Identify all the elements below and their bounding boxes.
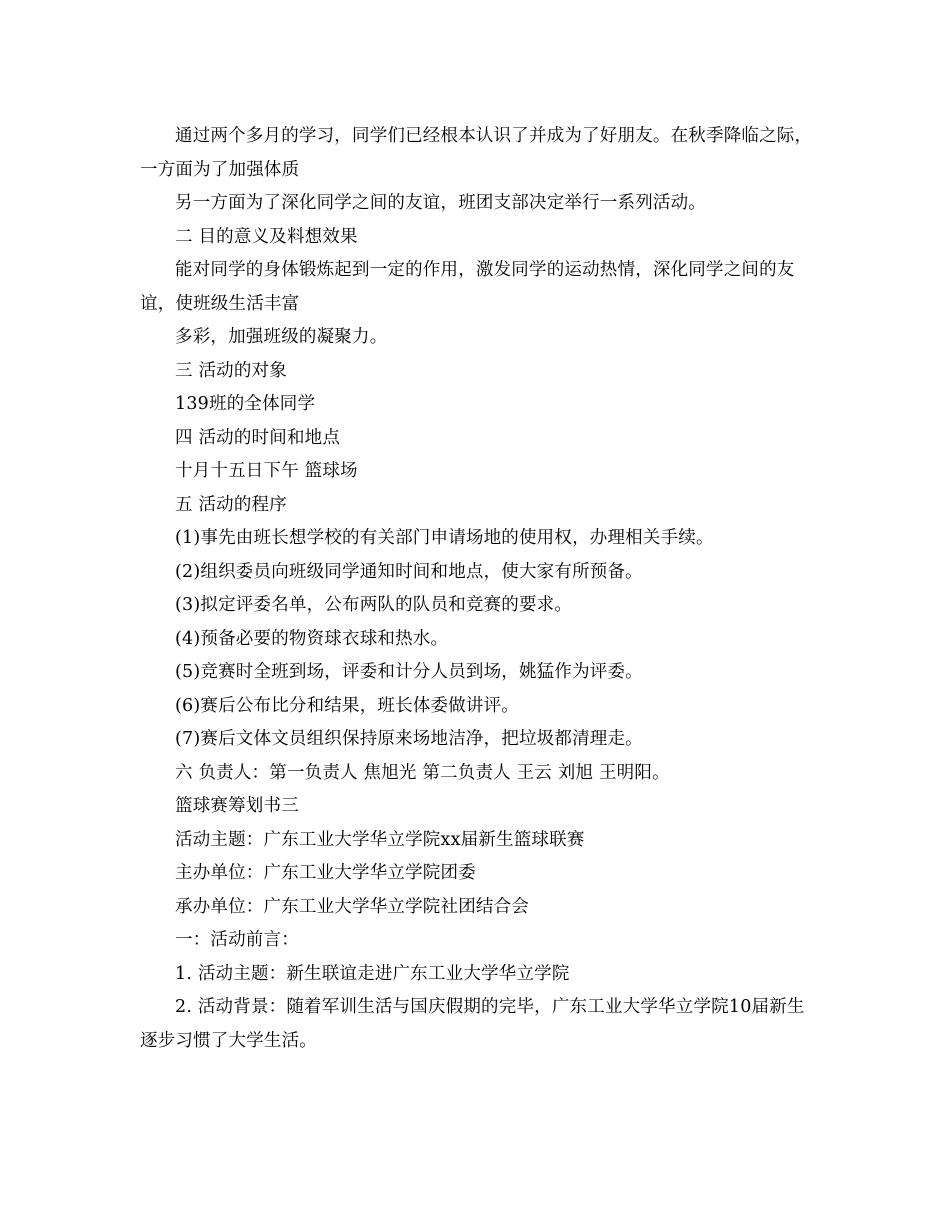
section-heading-target: 三 活动的对象 [175, 360, 287, 381]
co-organizer: 承办单位：广东工业大学华立学院社团结合会 [175, 896, 529, 917]
procedure-step-7: (7)赛后文体文员组织保持原来场地洁净，把垃圾都清理走。 [175, 729, 643, 749]
plan-title-three: 篮球赛筹划书三 [175, 796, 299, 816]
paragraph-purpose-1: 能对同学的身体锻炼起到一定的作用，激发同学的运动热情，深化同学之间的友谊，使班级生活丰富 [140, 260, 795, 314]
preface-item-1: 1. 活动主题：新生联谊走进广东工业大学华立学院 [175, 963, 570, 984]
procedure-step-3: (3)拟定评委名单，公布两队的队员和竞赛的要求。 [175, 595, 573, 615]
paragraph-intro-1: 通过两个多月的学习，同学们已经根本认识了并成为了好朋友。在秋季降临之际，一方面为了加强体质 [140, 126, 813, 180]
organizer: 主办单位：广东工业大学华立学院团委 [175, 863, 476, 883]
paragraph-intro-2: 另一方面为了深化同学之间的友谊，班团支部决定举行一系列活动。 [175, 193, 706, 213]
section-heading-preface: 一：活动前言： [175, 930, 299, 950]
section-heading-procedure: 五 活动的程序 [175, 494, 287, 515]
section-heading-purpose: 二 目的意义及料想效果 [175, 226, 358, 247]
procedure-step-4: (4)预备必要的物资球衣球和热水。 [175, 628, 449, 649]
procedure-step-2: (2)组织委员向班级同学通知时间和地点，使大家有所预备。 [175, 561, 643, 582]
activity-theme: 活动主题：广东工业大学华立学院xx届新生篮球联赛 [175, 829, 585, 850]
document-body [140, 120, 820, 1058]
procedure-step-1: (1)事先由班长想学校的有关部门申请场地的使用权，办理相关手续。 [175, 528, 714, 548]
paragraph-target: 139班的全体同学 [175, 394, 316, 414]
paragraph-purpose-2: 多彩，加强班级的凝聚力。 [175, 327, 388, 347]
section-heading-responsible: 六 负责人：第一负责人 焦旭光 第二负责人 王云 刘旭 王明阳。 [175, 762, 670, 783]
preface-item-2: 2. 活动背景：随着军训生活与国庆假期的完毕，广东工业大学华立学院10届新生逐步习惯了大学生活。 [140, 997, 805, 1051]
section-heading-time-place: 四 活动的时间和地点 [175, 427, 341, 448]
procedure-step-6: (6)赛后公布比分和结果，班长体委做讲评。 [175, 695, 519, 716]
procedure-step-5: (5)竞赛时全班到场，评委和计分人员到场，姚猛作为评委。 [175, 662, 643, 682]
paragraph-time-place: 十月十五日下午 篮球场 [175, 461, 358, 481]
